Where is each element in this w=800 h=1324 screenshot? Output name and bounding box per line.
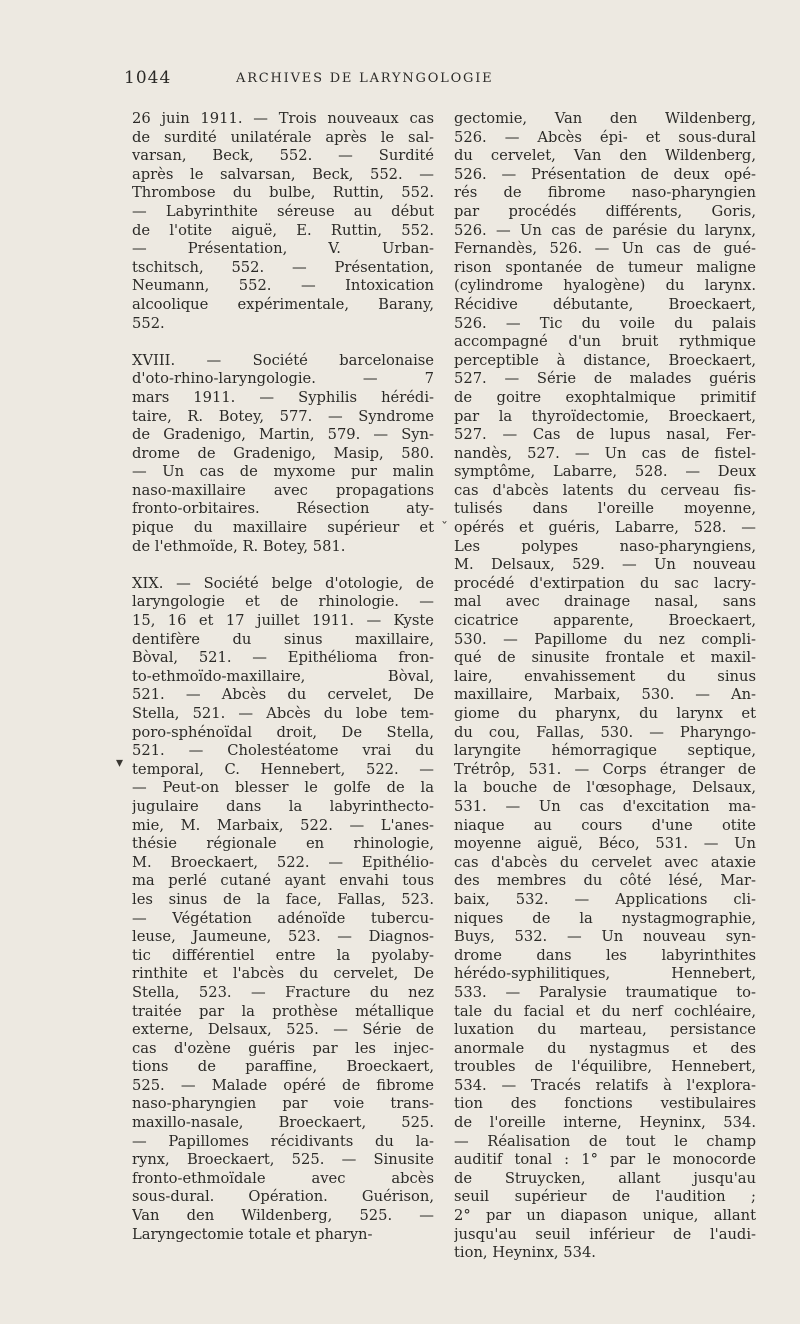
text-line: taire, R. Botey, 577. — Syndrome xyxy=(132,407,434,425)
text-line: Thrombose du bulbe, Ruttin, 552. xyxy=(132,184,434,202)
text-line: perceptible à distance, Broeckaert, xyxy=(454,351,756,369)
text-line: jugulaire dans la labyrinthecto- xyxy=(132,797,434,815)
text-line: 527. — Série de malades guéris xyxy=(454,370,756,388)
text-line: tions de paraffine, Broeckaert, xyxy=(132,1058,434,1076)
text-line: de Gradenigo, Martin, 579. — Syn- xyxy=(132,426,434,444)
text-line: Récidive débutante, Broeckaert, xyxy=(454,295,756,313)
text-line: baix, 532. — Applications cli- xyxy=(454,890,756,908)
text-line: après le salvarsan, Beck, 552. — xyxy=(132,165,434,183)
text-line: traitée par la prothèse métallique xyxy=(132,1002,434,1020)
text-line: sous-dural. Opération. Guérison, xyxy=(132,1188,434,1206)
margin-mark: ˇ xyxy=(441,520,448,536)
text-line: jusqu'au seuil inférieur de l'audi- xyxy=(454,1225,756,1243)
text-line: drome de Gradenigo, Masip, 580. xyxy=(132,444,434,462)
text-line: par procédés différents, Goris, xyxy=(454,202,756,220)
text-line: — Papillomes récidivants du la- xyxy=(132,1132,434,1150)
text-line: giome du pharynx, du larynx et xyxy=(454,705,756,722)
text-line: Stella, 523. — Fracture du nez xyxy=(132,983,434,1001)
text-line: moyenne aiguë, Béco, 531. — Un xyxy=(454,835,756,853)
text-line: maxillaire, Marbaix, 530. — An- xyxy=(454,686,756,704)
text-line: to-ethmoïdo-maxillaire, Bòval, xyxy=(132,667,434,685)
text-line: procédé d'extirpation du sac lacry- xyxy=(454,574,756,592)
text-line: mars 1911. — Syphilis hérédi- xyxy=(132,388,434,406)
text-line: nandès, 527. — Un cas de fistel- xyxy=(454,444,756,462)
paragraph xyxy=(132,575,434,1244)
text-line: de surdité unilatérale après le sal- xyxy=(132,128,434,146)
text-line: drome dans les labyrinthites xyxy=(454,946,756,964)
running-head xyxy=(124,68,704,92)
margin-mark: ▾ xyxy=(116,755,124,771)
text-line: auditif tonal : 1° par le monocorde xyxy=(454,1151,756,1169)
text-line: cas d'abcès du cervelet avec ataxie xyxy=(454,853,756,871)
text-line: niaque au cours d'une otite xyxy=(454,816,756,834)
paragraph xyxy=(454,110,756,1263)
text-line: tale du facial et du nerf cochléaire, xyxy=(454,1002,756,1020)
text-line: laryngite hémorragique septique, xyxy=(454,742,756,760)
text-line: troubles de l'équilibre, Hennebert, xyxy=(454,1058,756,1076)
text-line: varsan, Beck, 552. — Surdité xyxy=(132,147,434,165)
text-line: temporal, C. Hennebert, 522. — xyxy=(132,760,434,778)
text-line: 530. — Papillome du nez compli- xyxy=(454,630,756,648)
text-line: 533. — Paralysie traumatique to- xyxy=(454,983,756,1001)
text-line: la bouche de l'œsophage, Delsaux, xyxy=(454,779,756,797)
text-line: seuil supérieur de l'audition ; xyxy=(454,1188,756,1206)
text-line: de Struycken, allant jusqu'au xyxy=(454,1169,756,1187)
text-line: symptôme, Labarre, 528. — Deux xyxy=(454,463,756,481)
text-line: 521. — Abcès du cervelet, De xyxy=(132,686,434,704)
text-line: — Peut-on blesser le golfe de la xyxy=(132,779,434,797)
text-line: rés de fibrome naso-pharyngien xyxy=(454,184,756,202)
text-line: 2° par un diapason unique, allant xyxy=(454,1207,756,1225)
text-line: (cylindrome hyalogène) du larynx. xyxy=(454,277,756,295)
text-line: mal avec drainage nasal, sans xyxy=(454,593,756,611)
text-line: 526. — Un cas de parésie du larynx, xyxy=(454,221,756,239)
text-line: — Réalisation de tout le champ xyxy=(454,1132,756,1150)
text-line: pique du maxillaire supérieur et xyxy=(132,519,434,537)
text-line: 26 juin 1911. — Trois nouveaux cas xyxy=(132,110,434,127)
text-line: luxation du marteau, persistance xyxy=(454,1021,756,1039)
text-line: Buys, 532. — Un nouveau syn- xyxy=(454,928,756,946)
text-line: de goitre exophtalmique primitif xyxy=(454,388,756,406)
text-line: accompagné d'un bruit rythmique xyxy=(454,333,756,351)
text-line: Laryngectomie totale et pharyn- xyxy=(132,1225,373,1243)
text-line: rison spontanée de tumeur maligne xyxy=(454,258,756,276)
text-line: — Un cas de myxome pur malin xyxy=(132,463,434,481)
text-line: 525. — Malade opéré de fibrome xyxy=(132,1076,434,1094)
text-line: — Présentation, V. Urban- xyxy=(132,240,434,258)
text-line: anormale du nystagmus et des xyxy=(454,1039,756,1057)
text-line: 534. — Tracés relatifs à l'explora- xyxy=(454,1076,756,1094)
text-line: fronto-ethmoïdale avec abcès xyxy=(132,1169,434,1187)
text-line: des membres du côté lésé, Mar- xyxy=(454,872,756,890)
text-line: 552. xyxy=(132,314,165,332)
text-line: M. Delsaux, 529. — Un nouveau xyxy=(454,556,756,574)
text-line: tschitsch, 552. — Présentation, xyxy=(132,258,434,276)
running-title: ARCHIVES DE LARYNGOLOGIE xyxy=(236,71,494,86)
text-line: de l'oreille interne, Heyninx, 534. xyxy=(454,1114,756,1132)
text-line: alcoolique expérimentale, Barany, xyxy=(132,295,434,313)
text-line: les sinus de la face, Fallas, 523. xyxy=(132,890,434,908)
text-line: poro-sphénoïdal droit, De Stella, xyxy=(132,723,434,741)
paragraph xyxy=(132,352,434,557)
text-line: Bòval, 521. — Epithélioma fron- xyxy=(132,649,434,667)
text-line: 526. — Abcès épi- et sous-dural xyxy=(454,128,756,146)
text-line: hérédo-syphilitiques, Hennebert, xyxy=(454,965,756,983)
text-line: thésie régionale en rhinologie, xyxy=(132,835,434,853)
left-column xyxy=(132,110,434,1263)
text-line: XVIII. — Société barcelonaise xyxy=(132,351,434,369)
text-line: opérés et guéris, Labarre, 528. — xyxy=(454,519,756,537)
text-line: du cervelet, Van den Wildenberg, xyxy=(454,147,756,165)
text-line: maxillo-nasale, Broeckaert, 525. xyxy=(132,1114,434,1132)
right-column xyxy=(454,110,756,1281)
text-line: laire, envahissement du sinus xyxy=(454,667,756,685)
text-line: mie, M. Marbaix, 522. — L'anes- xyxy=(132,816,434,834)
text-line: qué de sinusite frontale et maxil- xyxy=(454,649,756,667)
text-line: dentifère du sinus maxillaire, xyxy=(132,630,434,648)
page-number: 1044 xyxy=(124,68,172,88)
text-line: 526. — Présentation de deux opé- xyxy=(454,165,756,183)
text-line: de l'ethmoïde, R. Botey, 581. xyxy=(132,537,346,555)
text-line: fronto-orbitaires. Résection aty- xyxy=(132,500,434,518)
text-line: — Végétation adénoïde tubercu- xyxy=(132,909,434,927)
text-line: cas d'abcès latents du cerveau fis- xyxy=(454,481,756,499)
text-line: naso-maxillaire avec propagations xyxy=(132,481,434,499)
text-line: 527. — Cas de lupus nasal, Fer- xyxy=(454,426,756,444)
text-line: 15, 16 et 17 juillet 1911. — Kyste xyxy=(132,612,434,630)
text-line: cas d'ozène guéris par les injec- xyxy=(132,1039,434,1057)
text-line: gectomie, Van den Wildenberg, xyxy=(454,110,756,127)
text-line: 526. — Tic du voile du palais xyxy=(454,314,756,332)
text-line: laryngologie et de rhinologie. — xyxy=(132,593,434,611)
text-line: de l'otite aiguë, E. Ruttin, 552. xyxy=(132,221,434,239)
text-line: Trétrôp, 531. — Corps étranger de xyxy=(454,760,756,778)
text-line: 531. — Un cas d'excitation ma- xyxy=(454,797,756,815)
text-line: Fernandès, 526. — Un cas de gué- xyxy=(454,240,756,258)
text-line: Les polypes naso-pharyngiens, xyxy=(454,537,756,555)
text-line: tion des fonctions vestibulaires xyxy=(454,1095,756,1113)
text-line: rinthite et l'abcès du cervelet, De xyxy=(132,965,434,983)
text-line: du cou, Fallas, 530. — Pharyngo- xyxy=(454,723,756,741)
text-line: Stella, 521. — Abcès du lobe tem- xyxy=(132,705,434,722)
text-line: cicatrice apparente, Broeckaert, xyxy=(454,612,756,630)
text-line: — Labyrinthite séreuse au début xyxy=(132,202,434,220)
text-line: ma perlé cutané ayant envahi tous xyxy=(132,872,434,890)
text-line: d'oto-rhino-laryngologie. — 7 xyxy=(132,370,434,388)
text-line: Van den Wildenberg, 525. — xyxy=(132,1207,434,1225)
text-line: par la thyroïdectomie, Broeckaert, xyxy=(454,407,756,425)
text-line: externe, Delsaux, 525. — Série de xyxy=(132,1021,434,1039)
text-line: tulisés dans l'oreille moyenne, xyxy=(454,500,756,518)
text-line: Neumann, 552. — Intoxication xyxy=(132,277,434,295)
text-line: niques de la nystagmographie, xyxy=(454,909,756,927)
paragraph xyxy=(132,110,434,333)
text-line: leuse, Jaumeune, 523. — Diagnos- xyxy=(132,928,434,946)
text-line: 521. — Cholestéatome vrai du xyxy=(132,742,434,760)
text-line: M. Broeckaert, 522. — Epithélio- xyxy=(132,853,434,871)
text-line: XIX. — Société belge d'otologie, de xyxy=(132,574,434,592)
text-line: tion, Heyninx, 534. xyxy=(454,1244,596,1262)
text-line: naso-pharyngien par voie trans- xyxy=(132,1095,434,1113)
text-line: tic différentiel entre la pyolaby- xyxy=(132,946,434,964)
text-line: rynx, Broeckaert, 525. — Sinusite xyxy=(132,1151,434,1169)
